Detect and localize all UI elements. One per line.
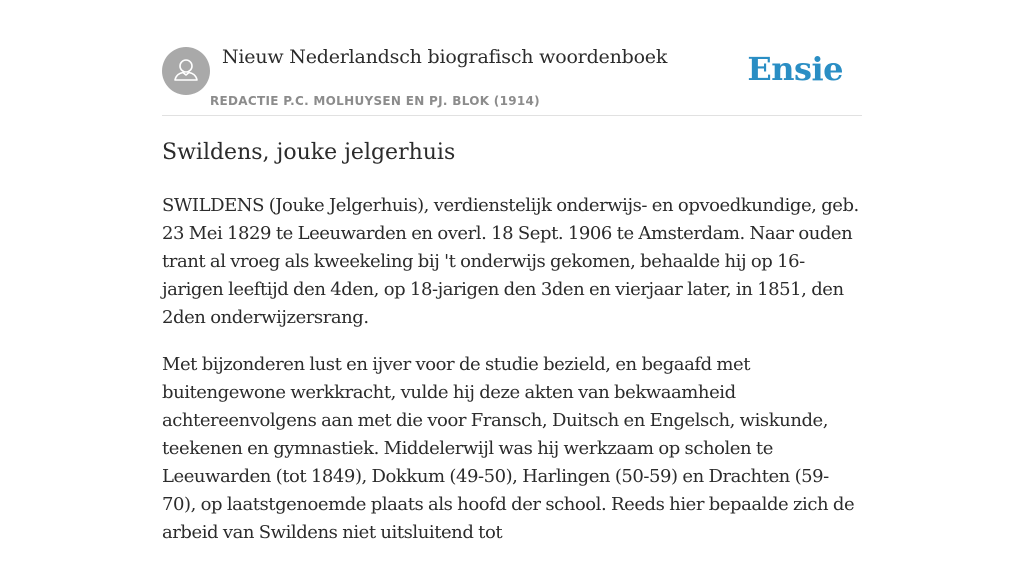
paragraph: SWILDENS (Jouke Jelgerhuis), verdienstelijk onderwijs- en opvoedkundige, geb. 23 Mei 1829 te Leeuwarden en overl. 18 Sept. 1906 te Amsterdam. Naar ouden trant al vroeg als kweekeling bij 't onderwijs gekomen, behaalde hij op 16-jarigen leeftijd den 4den, op 18-jarigen den 3den en vierjaar later, in 1851, den 2den onderwijzersrang. [162,195,859,328]
entry-title: Swildens, jouke jelgerhuis [162,140,456,165]
paragraph: Met bijzonderen lust en ijver voor de studie bezield, en begaafd met buitengewone werkkracht, vulde hij deze akten van bekwaamheid achtereenvolgens aan met die voor Fransch, Duitsch en Engelsch, wiskunde, teekenen en gymnastiek. Middelerwijl was hij werkzaam op scholen te Leeuwarden (tot 1849), Dokkum (49-50), Harlingen (50-59) en Drachten (59-70), op laatstgenoemde plaats als hoofd der school. Reeds hier bepaalde zich de arbeid van Swildens niet uitsluitend tot [162,354,855,543]
user-icon [162,47,210,95]
book-title[interactable]: Nieuw Nederlandsch biografisch woordenboek [222,46,668,68]
page-container [162,0,862,543]
book-editors: REDACTIE P.C. MOLHUYSEN EN PJ. BLOK (1914) [210,94,540,108]
entry-body [162,192,862,566]
book-header [162,0,862,116]
avatar[interactable] [162,47,210,95]
ensie-logo[interactable]: Ensie [747,50,843,88]
